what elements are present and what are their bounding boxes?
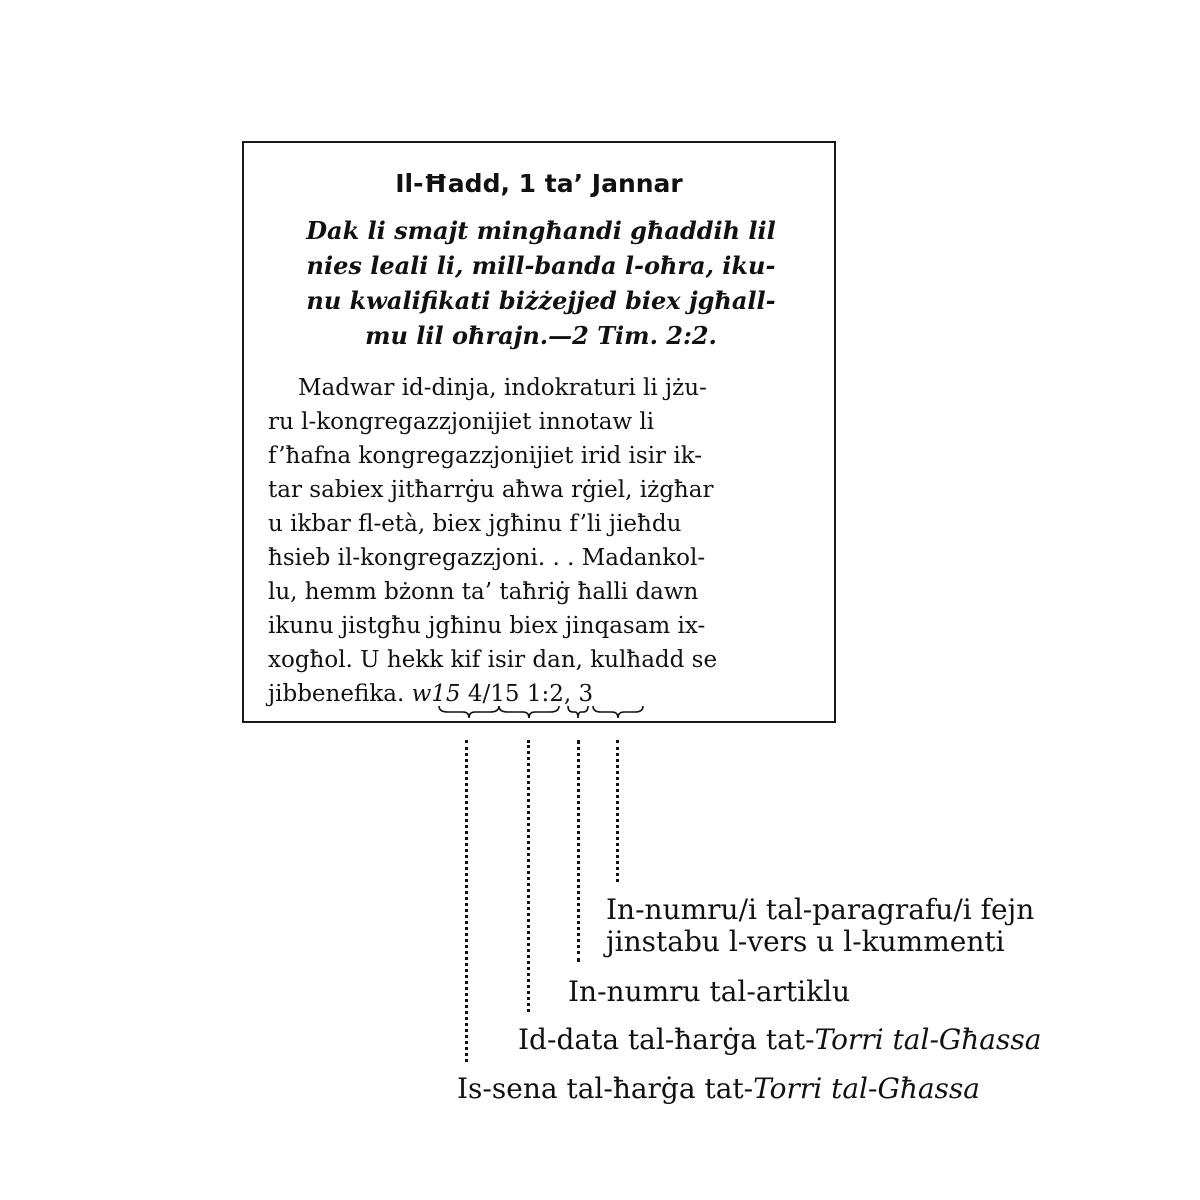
body-line: tar sabiex jitħarrġu aħwa rġiel, iżgħar: [268, 477, 714, 503]
body-line: u ikbar fl-età, biex jgħinu f’li jieħdu: [268, 511, 682, 537]
label-paragraphs-line2: jinstabu l-vers u l-kummenti: [606, 925, 1005, 958]
label-issue-date-publication: Torri tal-Għassa: [814, 1023, 1042, 1056]
leader-publication: [465, 740, 468, 1062]
verse-line: mu lil oħrajn.—2 Tim. 2:2.: [365, 321, 717, 350]
label-issue-date-text: Id-data tal-ħarġa tat-: [518, 1023, 815, 1056]
body-line: lu, hemm bżonn ta’ taħriġ ħalli dawn: [268, 579, 699, 605]
daily-text-card: [242, 141, 836, 723]
label-issue-year-text: Is-sena tal-ħarġa tat-: [457, 1072, 754, 1105]
label-paragraphs-line1: In-numru/i tal-paragrafu/i fejn: [606, 893, 1035, 926]
body-line: ħsieb il-kongregazzjoni. . . Madankol-: [268, 545, 706, 571]
label-article: In-numru tal-artiklu: [568, 975, 851, 1008]
reference-paragraphs: 2, 3: [549, 681, 594, 707]
brace-article: [567, 704, 589, 720]
reference-article: 1: [526, 681, 542, 707]
body-line: f’ħafna kongregazzjonijiet irid isir ik-: [268, 443, 703, 469]
body-line: xogħol. U hekk kif isir dan, kulħadd se: [268, 647, 718, 673]
body-line: ikunu jistgħu jgħinu biex jinqasam ix-: [268, 613, 706, 639]
last-line-text: jibbenefika.: [268, 681, 405, 707]
leader-paragraphs: [616, 740, 619, 882]
leader-article: [577, 740, 580, 962]
scripture-verse: [268, 213, 814, 353]
verse-line: nies leali li, mill-banda l-oħra, iku-: [306, 251, 776, 280]
brace-paragraphs: [592, 704, 644, 720]
label-issue-date: [518, 1024, 1041, 1056]
commentary-text: [268, 371, 814, 711]
verse-line: nu kwalifikati biżżejjed biex jgħall-: [306, 286, 776, 315]
verse-line: Dak li smajt mingħandi għaddih lil: [306, 216, 776, 245]
label-issue-year-publication: Torri tal-Għassa: [753, 1072, 980, 1105]
label-issue-year: [457, 1073, 980, 1105]
body-line: Madwar id-dinja, indokraturi li jżu-: [298, 375, 707, 401]
brace-date: [498, 704, 560, 720]
leader-date: [527, 740, 530, 1012]
date-heading: Il-Ħadd, 1 ta’ Jannar: [395, 169, 683, 198]
reference-separator: :: [541, 681, 550, 707]
reference-date: 4/15: [467, 681, 520, 707]
reference-publication: w15: [411, 681, 461, 707]
body-line: ru l-kongregazzjonijiet innotaw li: [268, 409, 655, 435]
brace-publication: [438, 704, 500, 720]
label-paragraphs: [606, 894, 1034, 958]
